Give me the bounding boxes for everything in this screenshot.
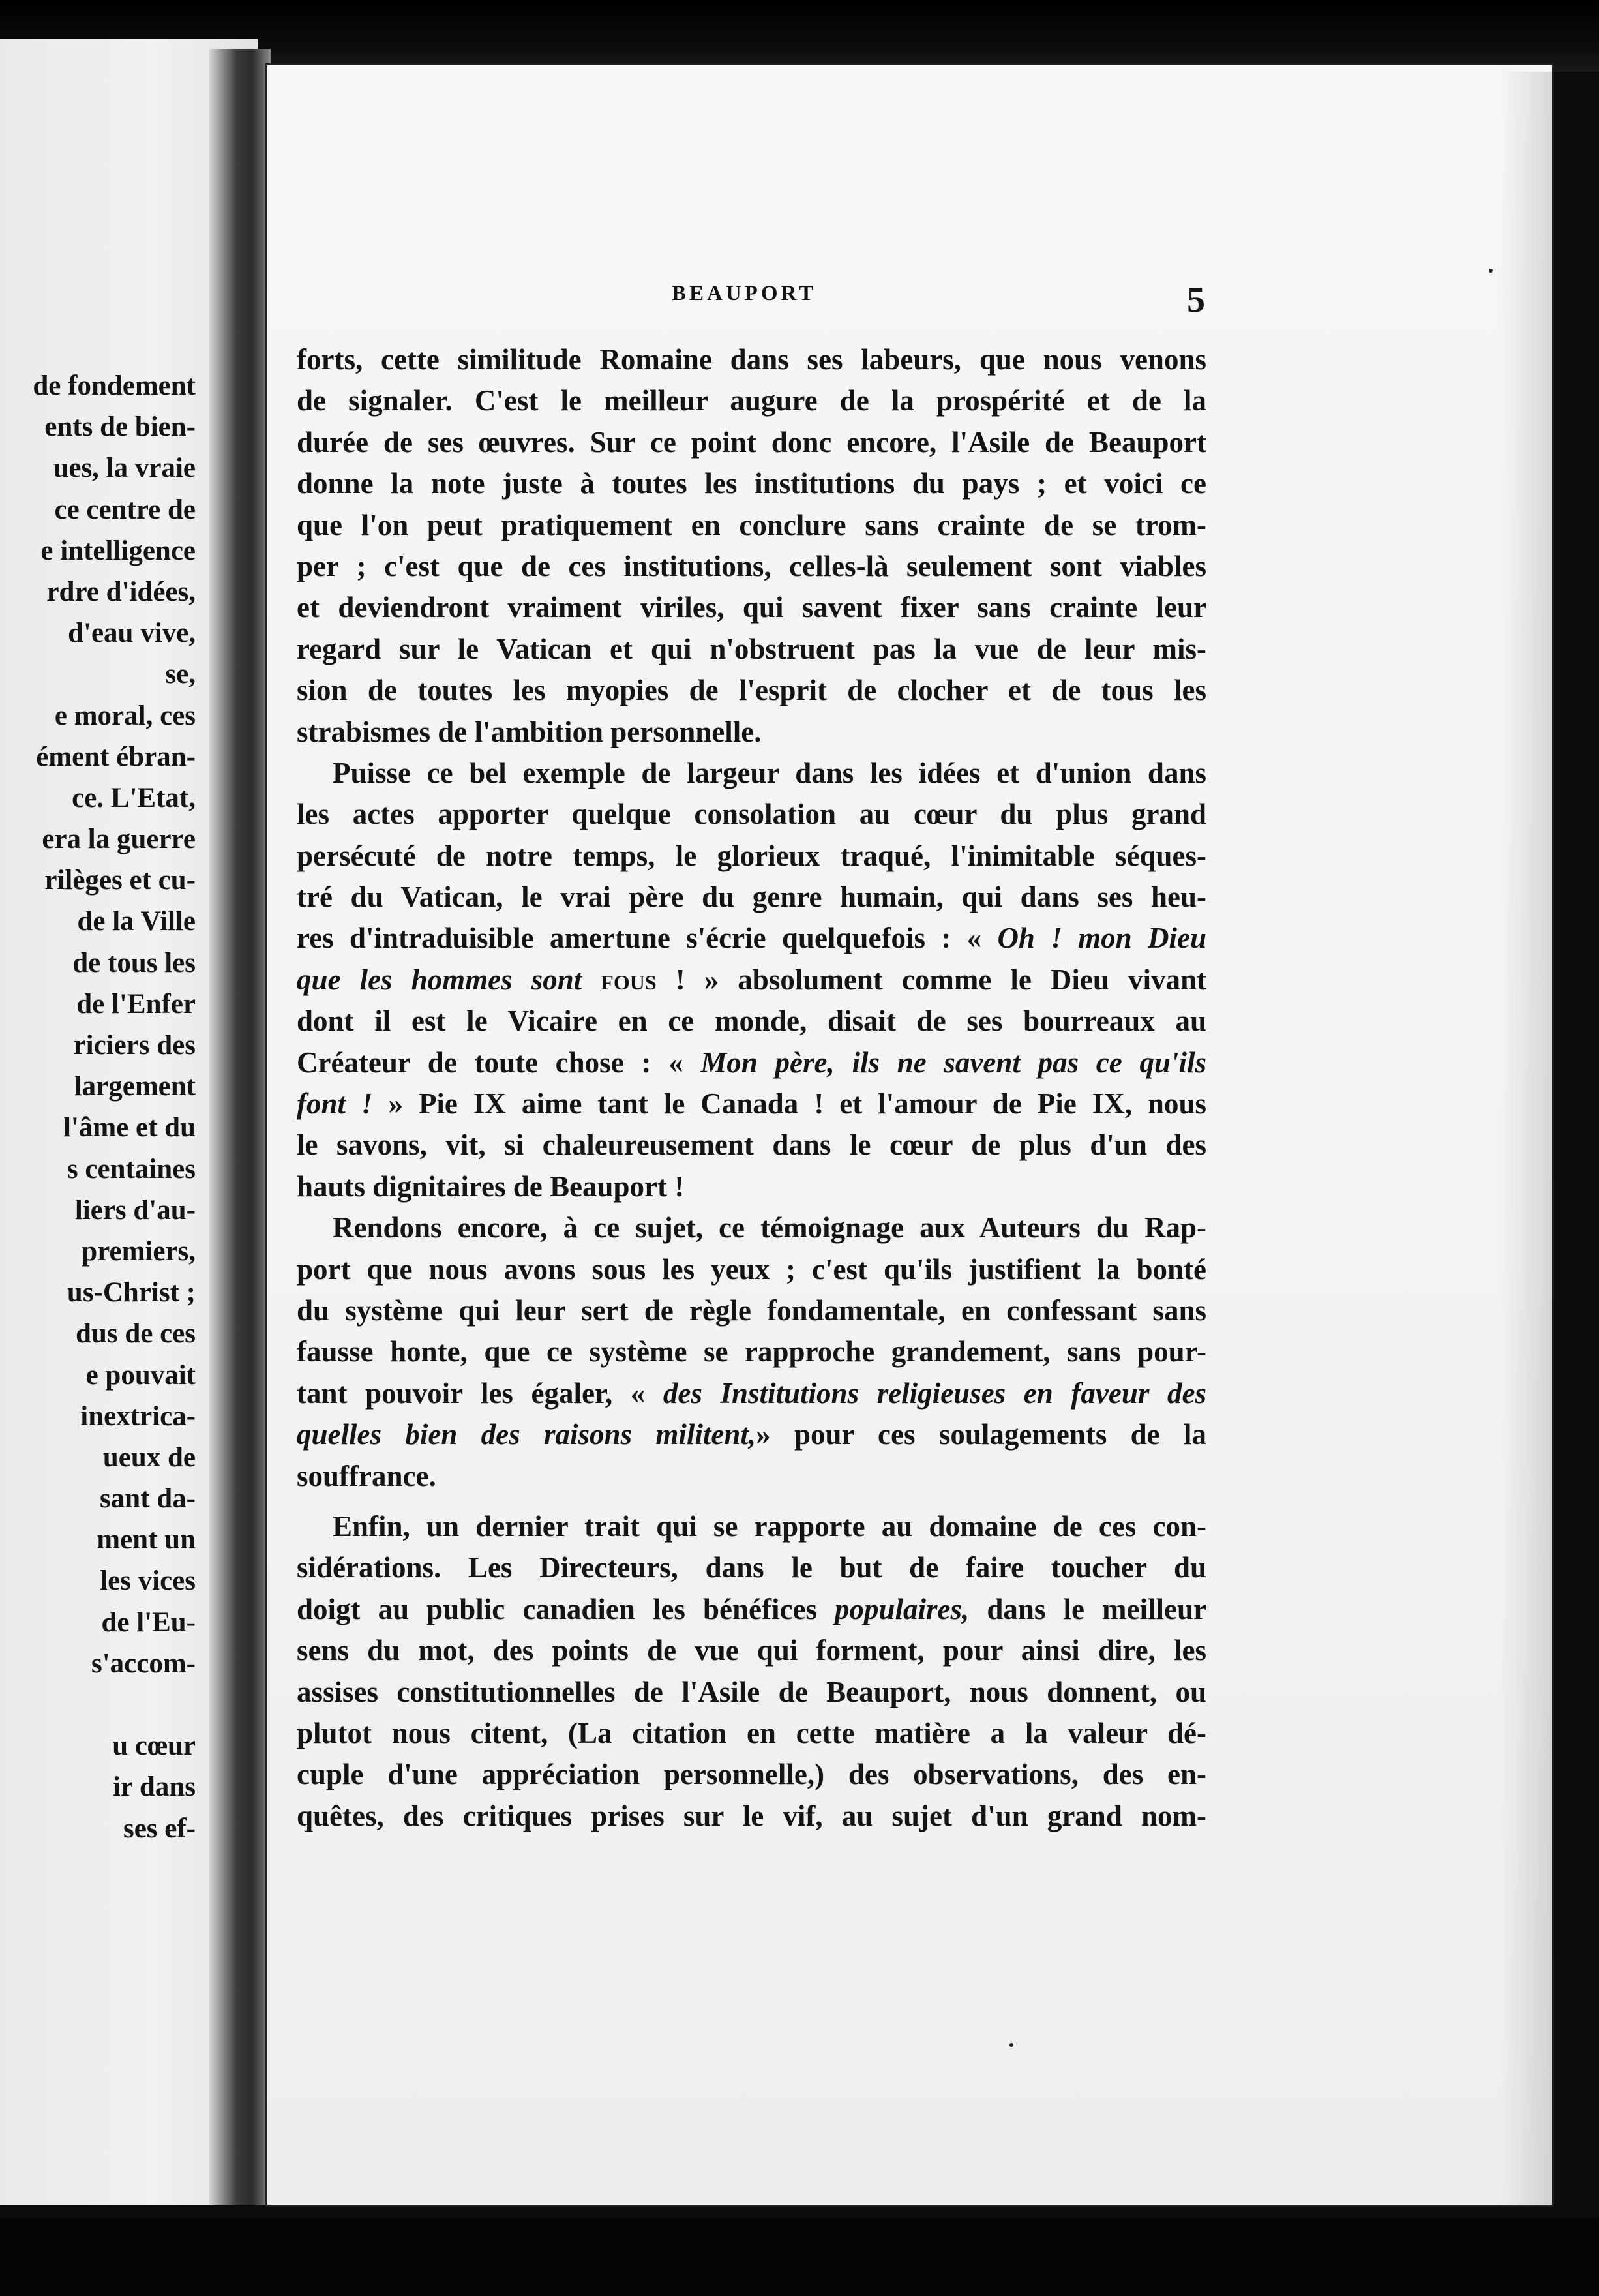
previous-page-line: ues, la vraie bbox=[53, 453, 196, 484]
page-number: 5 bbox=[1187, 280, 1205, 320]
scan-speck bbox=[1489, 269, 1493, 273]
text-line bbox=[297, 1589, 1206, 1630]
text-line: sion de toutes les myopies de l'esprit de clocher et de tous les bbox=[297, 674, 1206, 707]
previous-page-line: e moral, ces bbox=[54, 700, 196, 731]
previous-page-line: riciers des bbox=[73, 1030, 196, 1061]
text-line: hauts dignitaires de Beauport ! bbox=[297, 1170, 685, 1203]
text-line bbox=[297, 1042, 1206, 1083]
text-line: cuple d'une appréciation personnelle,) des observations, des en- bbox=[297, 1758, 1206, 1791]
text-line: sens du mot, des points de vue qui forment, pour ainsi dire, les bbox=[297, 1634, 1206, 1667]
text-line: per ; c'est que de ces institutions, celles-là seulement sont viables bbox=[297, 549, 1206, 582]
text-line: forts, cette similitude Romaine dans ses labeurs, que nous venons bbox=[297, 343, 1206, 376]
text-run: Créateur de toute chose : « bbox=[297, 1046, 701, 1079]
text-run: res d'intraduisible amertune s'écrie quelquefois : « bbox=[297, 922, 998, 955]
text-run: » pour ces soulagements de la bbox=[756, 1418, 1206, 1451]
previous-page-line: liers d'au- bbox=[74, 1194, 196, 1226]
text-line bbox=[297, 1083, 1206, 1125]
text-line: et deviendront vraiment viriles, qui savent fixer sans crainte leur bbox=[297, 591, 1206, 624]
previous-page-line: ses ef- bbox=[123, 1813, 196, 1844]
previous-page-line: de fondement bbox=[33, 370, 196, 401]
previous-page-line: ce. L'Etat, bbox=[72, 782, 196, 813]
italic-quote: quelles bien des raisons militent, bbox=[297, 1418, 756, 1451]
paragraph-2 bbox=[297, 753, 1206, 1207]
text-run: ! » absolument comme le Dieu vivant bbox=[656, 963, 1206, 996]
text-line: quêtes, des critiques prises sur le vif, au sujet d'un grand nom- bbox=[297, 1799, 1206, 1832]
previous-page-line: les vices bbox=[100, 1565, 196, 1597]
text-line bbox=[297, 918, 1206, 959]
text-line: assises constitutionnelles de l'Asile de Beauport, nous donnent, ou bbox=[297, 1675, 1206, 1708]
previous-page-line: ents de bien- bbox=[44, 412, 196, 443]
text-line: souffrance. bbox=[297, 1459, 436, 1492]
text-line: les actes apporter quelque consolation au cœur du plus grand bbox=[297, 798, 1206, 831]
scan-border-bottom bbox=[0, 2218, 1599, 2296]
italic-quote: Oh ! mon Dieu bbox=[997, 922, 1206, 955]
text-line: que l'on peut pratiquement en conclure sans crainte de se trom- bbox=[297, 508, 1206, 541]
text-line: donne la note juste à toutes les institutions du pays ; et voici ce bbox=[297, 467, 1206, 500]
text-line: port que nous avons sous les yeux ; c'est qu'ils justifient la bonté bbox=[297, 1252, 1206, 1286]
previous-page-line: largement bbox=[74, 1071, 196, 1102]
previous-page-line: dus de ces bbox=[76, 1318, 196, 1350]
previous-page-line: ueux de bbox=[102, 1442, 196, 1473]
previous-page-line: e intelligence bbox=[40, 535, 196, 566]
previous-page-line: d'eau vive, bbox=[68, 618, 196, 649]
previous-page-line: rdre d'idées, bbox=[46, 576, 196, 607]
paragraph-3 bbox=[297, 1207, 1206, 1497]
text-line bbox=[297, 1414, 1206, 1455]
italic-word: populaires, bbox=[835, 1592, 970, 1625]
text-line: regard sur le Vatican et qui n'obstruent pas la vue de leur mis- bbox=[297, 632, 1206, 665]
previous-page-line: ment un bbox=[97, 1524, 196, 1556]
text-line: Rendons encore, à ce sujet, ce témoignage aux Auteurs du Rap- bbox=[333, 1211, 1206, 1245]
text-run: » Pie IX aime tant le Canada ! et l'amour de Pie IX, nous bbox=[372, 1087, 1206, 1121]
text-line: sidérations. Les Directeurs, dans le but de faire toucher du bbox=[297, 1551, 1206, 1584]
body-text bbox=[297, 339, 1206, 1837]
previous-page-line: us-Christ ; bbox=[67, 1277, 196, 1308]
small-caps-word: fous bbox=[601, 963, 657, 996]
text-line: le savons, vit, si chaleureusement dans le cœur de plus d'un des bbox=[297, 1128, 1206, 1162]
text-run: dans le meilleur bbox=[969, 1592, 1206, 1625]
previous-page-line: s centaines bbox=[67, 1153, 196, 1185]
text-line: de signaler. C'est le meilleur augure de la prospérité et de la bbox=[297, 384, 1206, 417]
previous-page-line: sant da- bbox=[100, 1483, 196, 1515]
previous-page-line bbox=[0, 1684, 196, 1725]
paragraph-1 bbox=[297, 339, 1206, 753]
text-line: tré du Vatican, le vrai père du genre humain, qui dans ses heu- bbox=[297, 881, 1206, 914]
previous-page-line: de la Ville bbox=[77, 906, 196, 937]
text-run: tant pouvoir les égaler, « bbox=[297, 1376, 663, 1410]
page-edge-shadow bbox=[1500, 72, 1552, 2205]
previous-page-line: ce centre de bbox=[54, 494, 196, 525]
previous-page-line: de tous les bbox=[72, 947, 196, 978]
text-line: dont il est le Vicaire en ce monde, disait de ses bourreaux au bbox=[297, 1004, 1206, 1038]
previous-page-line: ément ébran- bbox=[36, 741, 196, 772]
book-gutter bbox=[209, 49, 271, 2205]
scan-speck bbox=[1009, 2043, 1013, 2047]
previous-page-text bbox=[0, 365, 196, 1849]
previous-page-line: l'âme et du bbox=[63, 1112, 196, 1143]
text-line bbox=[297, 1373, 1206, 1414]
italic-quote: font ! bbox=[297, 1087, 373, 1121]
text-line: plutot nous citent, (La citation en cette matière a la valeur dé- bbox=[297, 1716, 1206, 1749]
previous-page-line: s'accom- bbox=[91, 1648, 196, 1679]
previous-page-line: se, bbox=[165, 659, 196, 690]
italic-quote: Mon père, ils ne savent pas ce qu'ils bbox=[700, 1046, 1206, 1079]
text-line: durée de ses œuvres. Sur ce point donc encore, l'Asile de Beauport bbox=[297, 425, 1206, 459]
previous-page-line: premiers, bbox=[82, 1235, 196, 1267]
previous-page-line: e pouvait bbox=[85, 1359, 196, 1391]
previous-page-line: de l'Enfer bbox=[76, 988, 196, 1020]
previous-page-line: de l'Eu- bbox=[101, 1607, 196, 1638]
text-line: Puisse ce bel exemple de largeur dans les idées et d'union dans bbox=[333, 756, 1206, 789]
running-head: BEAUPORT bbox=[672, 282, 817, 305]
previous-page-line: era la guerre bbox=[42, 824, 196, 855]
italic-quote: des Institutions religieuses en faveur des bbox=[663, 1376, 1206, 1410]
previous-page-line: u cœur bbox=[112, 1730, 196, 1762]
previous-page-line: inextrica- bbox=[80, 1400, 196, 1432]
text-line: Enfin, un dernier trait qui se rapporte au domaine de ces con- bbox=[333, 1509, 1206, 1543]
text-line: fausse honte, que ce système se rapproche grandement, sans pour- bbox=[297, 1335, 1206, 1368]
text-line: strabismes de l'ambition personnelle. bbox=[297, 715, 762, 748]
previous-page-line: ir dans bbox=[112, 1772, 196, 1803]
text-run: doigt au public canadien les bénéfices bbox=[297, 1592, 835, 1625]
previous-page-line: rilèges et cu- bbox=[44, 865, 196, 896]
text-line: du système qui leur sert de règle fondamentale, en confessant sans bbox=[297, 1293, 1206, 1327]
paragraph-4 bbox=[297, 1506, 1206, 1837]
italic-quote: que les hommes sont bbox=[297, 963, 601, 996]
text-line bbox=[297, 959, 1206, 1001]
text-line: persécuté de notre temps, le glorieux traqué, l'inimitable séques- bbox=[297, 839, 1206, 872]
